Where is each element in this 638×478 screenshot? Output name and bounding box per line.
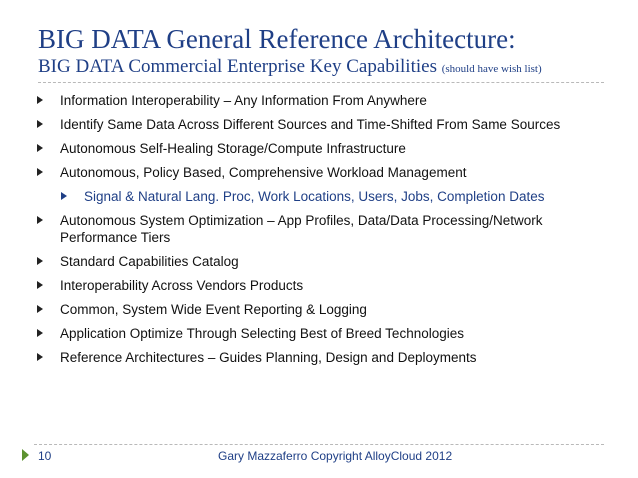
bullet-arrow-icon: [37, 305, 43, 313]
bullet-item: [34, 301, 614, 318]
bullet-item: [34, 325, 614, 342]
bullet-text: Reference Architectures – Guides Planning, Design and Deployments: [60, 350, 477, 365]
bullet-text: Autonomous, Policy Based, Comprehensive Workload Management: [60, 165, 467, 180]
bullet-text: Autonomous System Optimization – App Profiles, Data/Data Processing/Network Performance Tiers: [60, 213, 543, 245]
bullet-text: Autonomous Self-Healing Storage/Compute Infrastructure: [60, 141, 406, 156]
bullet-text: Interoperability Across Vendors Products: [60, 278, 304, 293]
bullet-arrow-icon: [37, 257, 43, 265]
bullet-text: Application Optimize Through Selecting Best of Breed Technologies: [60, 326, 464, 341]
bullet-arrow-icon: [37, 168, 43, 176]
page-number: 10: [38, 449, 52, 463]
footer-divider: [34, 444, 604, 445]
subtitle-note: (should have wish list): [441, 63, 542, 75]
bullet-arrow-icon: [37, 120, 43, 128]
bullet-item: [34, 116, 614, 133]
sub-bullet-text: Signal & Natural Lang. Proc, Work Locations, Users, Jobs, Completion Dates: [84, 189, 545, 204]
sub-bullet-arrow-icon: [61, 192, 67, 200]
bullet-item: [34, 349, 614, 366]
sub-bullet-item: [34, 188, 614, 205]
footer-copyright: Gary Mazzaferro Copyright AlloyCloud 2012: [218, 449, 453, 463]
bullet-arrow-icon: [37, 353, 43, 361]
bullet-item: [34, 92, 614, 109]
footer-triangle-icon: [22, 449, 29, 461]
bullet-arrow-icon: [37, 281, 43, 289]
bullet-item: [34, 140, 614, 157]
bullet-item: [34, 277, 614, 294]
bullet-item: [34, 164, 614, 181]
bullet-item: [34, 212, 614, 246]
bullet-text: Information Interoperability – Any Information From Anywhere: [60, 93, 427, 108]
bullet-arrow-icon: [37, 329, 43, 337]
bullet-text: Common, System Wide Event Reporting & Logging: [60, 302, 367, 317]
bullet-arrow-icon: [37, 144, 43, 152]
bullet-arrow-icon: [37, 96, 43, 104]
bullet-list: [34, 92, 614, 373]
subtitle-text: BIG DATA Commercial Enterprise Key Capabilities: [38, 56, 437, 77]
bullet-text: Standard Capabilities Catalog: [60, 254, 239, 269]
bullet-text: Identify Same Data Across Different Sources and Time-Shifted From Same Sources: [60, 117, 561, 132]
slide-subtitle: [38, 56, 542, 80]
bullet-item: [34, 253, 614, 270]
slide-title: BIG DATA General Reference Architecture:: [38, 24, 516, 54]
bullet-arrow-icon: [37, 216, 43, 224]
title-divider: [38, 82, 604, 83]
